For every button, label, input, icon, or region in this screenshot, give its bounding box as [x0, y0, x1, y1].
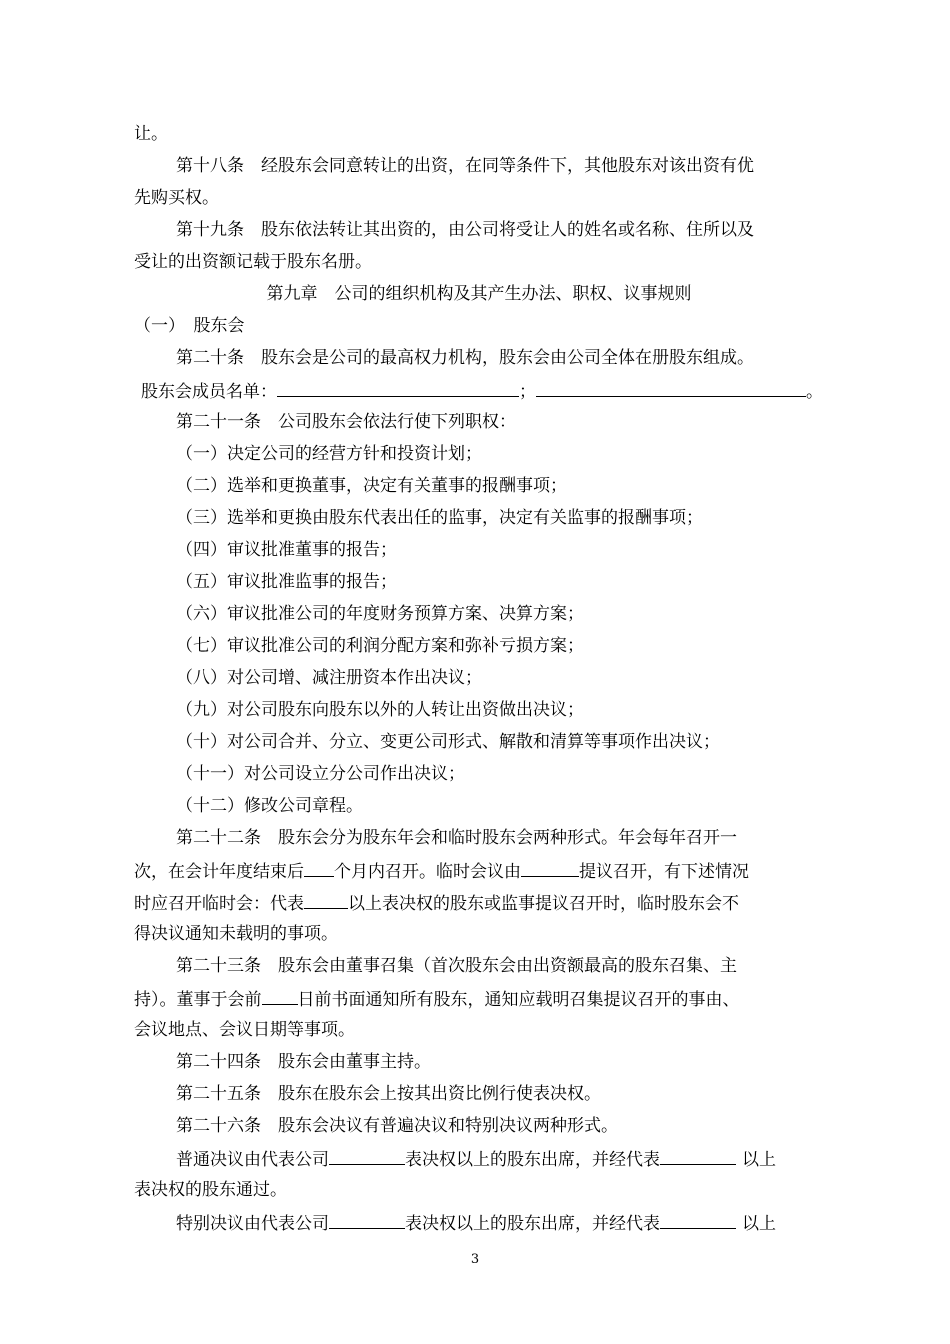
- list-item: （二）选举和更换董事，决定有关董事的报酬事项；: [176, 476, 567, 496]
- text-fragment: 以上: [742, 1150, 776, 1170]
- text-fragment: 表决权以上的股东出席，并经代表: [405, 1150, 660, 1170]
- list-item: （十）对公司合并、分立、变更公司形式、解散和清算等事项作出决议；: [176, 732, 720, 752]
- article-20: 第二十条 股东会是公司的最高权力机构，股东会由公司全体在册股东组成。: [176, 348, 754, 368]
- list-item: （八）对公司增、减注册资本作出决议；: [176, 668, 482, 688]
- period: 。: [806, 382, 823, 402]
- text-line: 受让的出资额记载于股东名册。: [134, 252, 372, 272]
- attendance-blank[interactable]: [329, 1211, 405, 1229]
- text-line: [134, 987, 824, 1011]
- text-line: [134, 859, 824, 883]
- text-fragment: 以上: [742, 1214, 776, 1234]
- text-fragment: 以上表决权的股东或监事提议召开时，临时股东会不: [348, 894, 739, 914]
- member-blank-1[interactable]: [277, 379, 519, 397]
- text-line: 得决议通知未载明的事项。: [134, 924, 338, 944]
- text-line: [134, 891, 824, 915]
- article-26: 第二十六条 股东会决议有普遍决议和特别决议两种形式。: [176, 1116, 618, 1136]
- text-fragment: 普通决议由代表公司: [176, 1150, 329, 1170]
- section-heading: （一） 股东会: [134, 316, 245, 336]
- ordinary-resolution-line: [176, 1147, 824, 1171]
- special-resolution-line: [176, 1211, 824, 1235]
- article-21: 第二十一条 公司股东会依法行使下列职权：: [176, 412, 516, 432]
- text-fragment: 日前书面通知所有股东，通知应载明召集提议召开的事由、: [297, 990, 740, 1010]
- member-list-label: 股东会成员名单：: [141, 382, 277, 402]
- text-fragment: 次，在会计年度结束后: [134, 862, 304, 882]
- text-fragment: 时应召开临时会：代表: [134, 894, 304, 914]
- list-item: （一）决定公司的经营方针和投资计划；: [176, 444, 482, 464]
- chapter-heading: 第九章 公司的组织机构及其产生办法、职权、议事规则: [266, 284, 692, 304]
- text-line: 先购买权。: [134, 188, 219, 208]
- text-line: 表决权的股东通过。: [134, 1180, 287, 1200]
- list-item: （四）审议批准董事的报告；: [176, 540, 397, 560]
- attendance-blank[interactable]: [329, 1147, 405, 1165]
- approval-blank[interactable]: [660, 1147, 736, 1165]
- list-item: （三）选举和更换由股东代表出任的监事，决定有关监事的报酬事项；: [176, 508, 703, 528]
- text-line: 会议地点、会议日期等事项。: [134, 1020, 355, 1040]
- article-23: 第二十三条 股东会由董事召集（首次股东会由出资额最高的股东召集、主: [176, 956, 737, 976]
- list-item: （十二）修改公司章程。: [176, 796, 363, 816]
- member-list-line: [141, 379, 831, 403]
- months-blank[interactable]: [304, 859, 334, 877]
- text-fragment: 持）。董事于会前: [134, 990, 262, 1010]
- page-number: 3: [470, 1252, 480, 1267]
- member-blank-2[interactable]: [536, 379, 806, 397]
- text-line: 让。: [134, 124, 168, 144]
- article-25: 第二十五条 股东在股东会上按其出资比例行使表决权。: [176, 1084, 601, 1104]
- article-19: 第十九条 股东依法转让其出资的，由公司将受让人的姓名或名称、住所以及: [176, 220, 754, 240]
- text-fragment: 特别决议由代表公司: [176, 1214, 329, 1234]
- text-fragment: 个月内召开。临时会议由: [334, 862, 521, 882]
- representation-blank[interactable]: [304, 891, 348, 909]
- article-24: 第二十四条 股东会由董事主持。: [176, 1052, 431, 1072]
- list-item: （十一）对公司设立分公司作出决议；: [176, 764, 465, 784]
- article-22: 第二十二条 股东会分为股东年会和临时股东会两种形式。年会每年召开一: [176, 828, 737, 848]
- separator: ；: [519, 382, 536, 402]
- list-item: （七）审议批准公司的利润分配方案和弥补亏损方案；: [176, 636, 584, 656]
- list-item: （五）审议批准监事的报告；: [176, 572, 397, 592]
- list-item: （六）审议批准公司的年度财务预算方案、决算方案；: [176, 604, 584, 624]
- text-fragment: 表决权以上的股东出席，并经代表: [405, 1214, 660, 1234]
- days-blank[interactable]: [262, 987, 298, 1005]
- approval-blank[interactable]: [660, 1211, 736, 1229]
- text-fragment: 提议召开，有下述情况: [579, 862, 749, 882]
- proposer-blank[interactable]: [521, 859, 579, 877]
- article-18: 第十八条 经股东会同意转让的出资，在同等条件下，其他股东对该出资有优: [176, 156, 754, 176]
- list-item: （九）对公司股东向股东以外的人转让出资做出决议；: [176, 700, 584, 720]
